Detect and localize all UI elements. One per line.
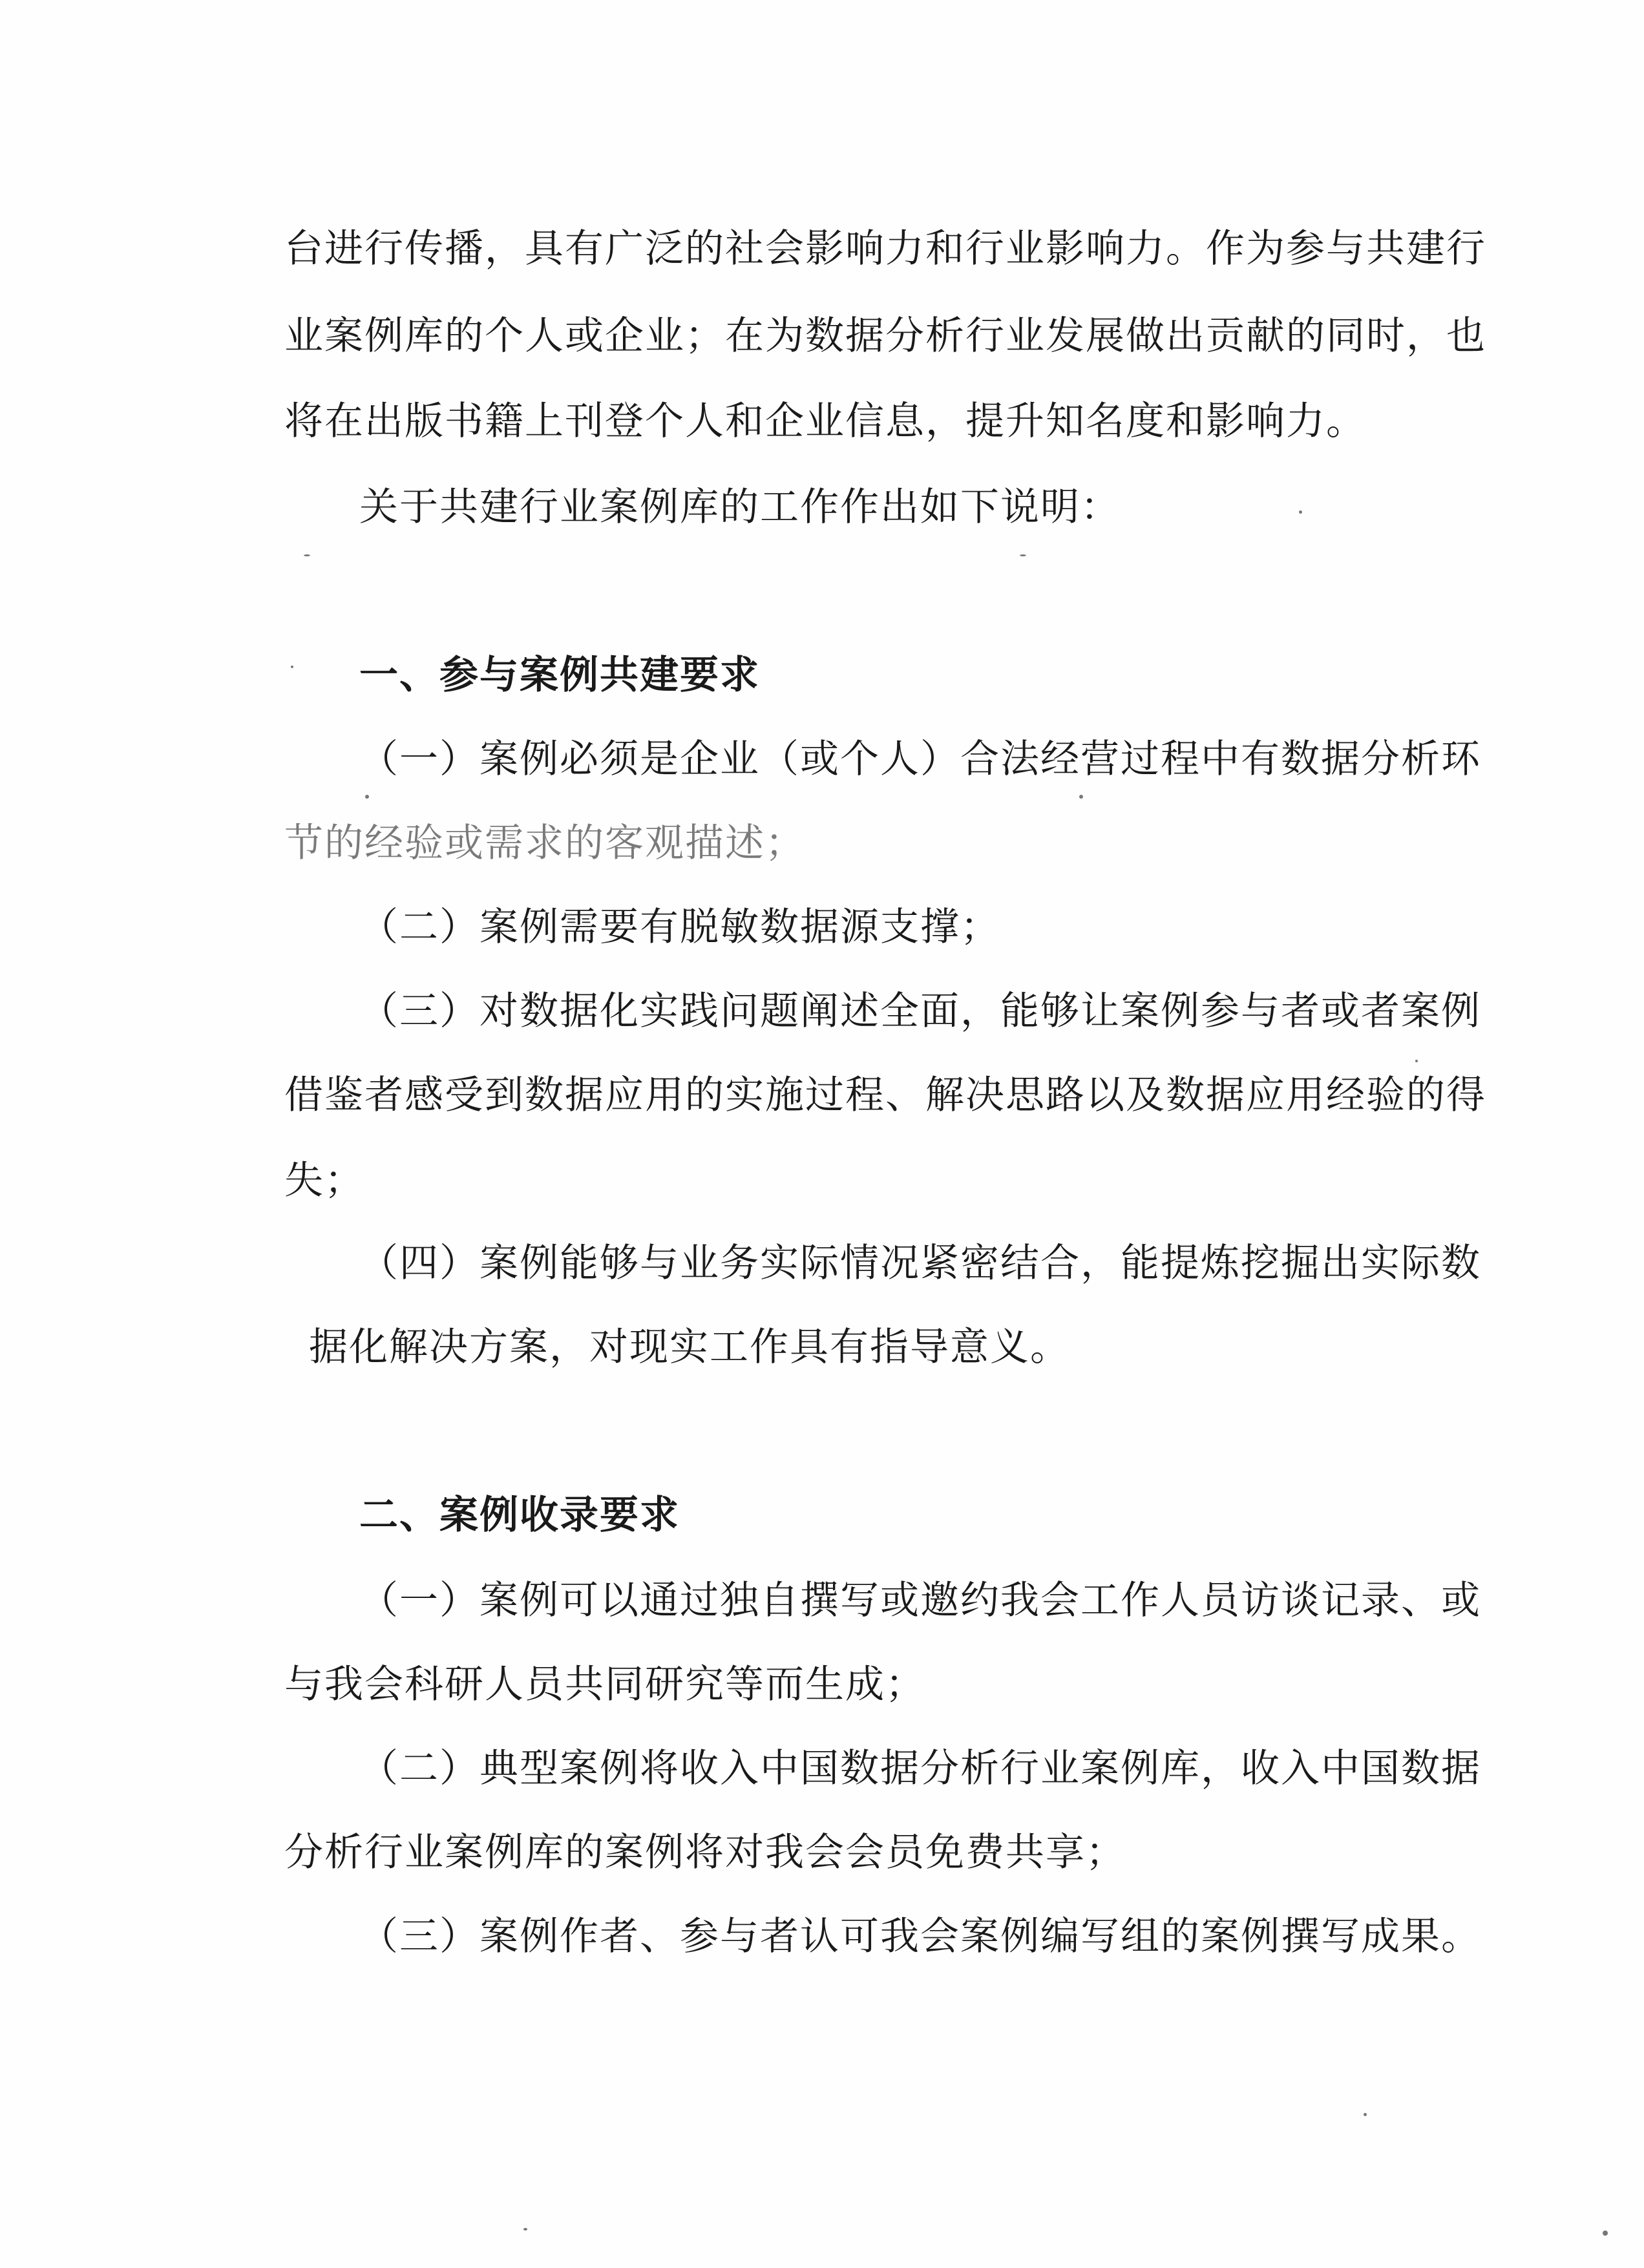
section2-item1-line2: 与我会科研人员共同研究等而生成； [284,1662,925,1707]
scan-speck [1603,2231,1608,2236]
scan-speck [291,666,293,668]
section1-item1-line1: （一）案例必须是企业（或个人）合法经营过程中有数据分析环 [359,737,1481,782]
intro-line-2: 业案例库的个人或企业；在为数据分析行业发展做出贡献的同时，也 [284,313,1486,359]
scan-speck [1079,795,1083,799]
intro-line-3: 将在出版书籍上刊登个人和企业信息，提升知名度和影响力。 [284,399,1366,444]
scan-speck [1415,1060,1418,1062]
scan-speck [1299,510,1302,514]
section1-item3-line3: 失； [284,1158,364,1203]
scan-speck [304,554,310,556]
scan-speck [1364,2113,1367,2116]
section1-item4-line2: 据化解决方案，对现实工作具有指导意义。 [309,1325,1070,1370]
section1-item3-line2: 借鉴者感受到数据应用的实施过程、解决思路以及数据应用经验的得 [284,1073,1486,1118]
explanation-lead: 关于共建行业案例库的工作作出如下说明： [359,485,1121,530]
section2-heading: 二、案例收录要求 [359,1493,680,1538]
section2-item2-line1: （二）典型案例将收入中国数据分析行业案例库，收入中国数据 [359,1746,1481,1791]
section2-item1-line1: （一）案例可以通过独自撰写或邀约我会工作人员访谈记录、或 [359,1578,1481,1623]
scan-speck [1020,554,1026,556]
intro-line-1: 台进行传播，具有广泛的社会影响力和行业影响力。作为参与共建行 [284,226,1486,271]
section1-item1-line2: 节的经验或需求的客观描述； [284,821,805,866]
section2-item2-line2: 分析行业案例库的案例将对我会会员免费共享； [284,1830,1126,1875]
section1-item2: （二）案例需要有脱敏数据源支撑； [359,905,1000,950]
section1-item4-line1: （四）案例能够与业务实际情况紧密结合，能提炼挖掘出实际数 [359,1241,1481,1286]
section1-heading: 一、参与案例共建要求 [359,653,760,698]
scan-speck [365,795,369,799]
section1-item3-line1: （三）对数据化实践问题阐述全面，能够让案例参与者或者案例 [359,989,1481,1034]
scan-speck [523,2228,527,2231]
section2-item3: （三）案例作者、参与者认可我会案例编写组的案例撰写成果。 [359,1914,1481,1959]
